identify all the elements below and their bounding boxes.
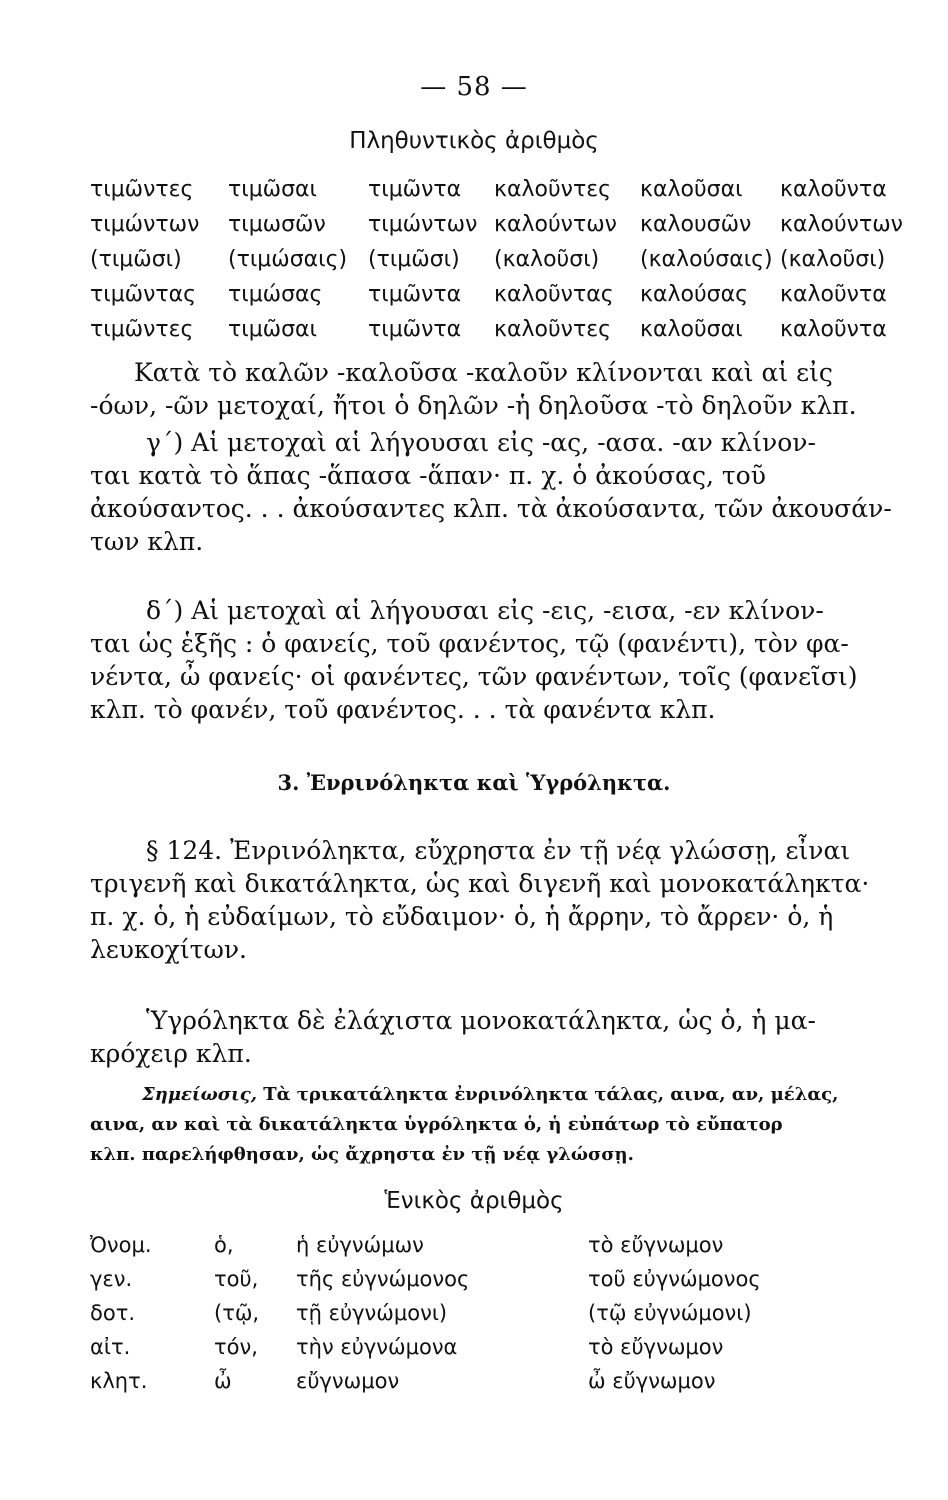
table-cell: καλούσας [640,282,749,307]
text-line: ται ὡς ἑξῆς : ὁ φανείς, τοῦ φανέντος, τῷ (φανέντι), τὸν φα- [90,629,849,658]
table-cell: εὔγνωμον [296,1369,400,1393]
table-cell: καλοῦντα [780,282,887,307]
table-cell: καλοῦντα [780,177,887,202]
table-row [90,312,910,347]
table-cell: καλοῦντες [494,177,612,202]
table-cell: καλούντων [780,212,903,237]
table-row [90,207,910,242]
singular-paradigm-table [90,1228,850,1398]
table-cell: καλοῦντα [780,317,887,342]
table-row [90,172,910,207]
text-line: π. χ. ὁ, ἡ εὐδαίμων, τὸ εὔδαιμον· ὁ, ἡ ἄρρην, τὸ ἄρρεν· ὁ, ἡ [90,902,834,931]
text-line: δ΄) Αἱ μετοχαὶ αἱ λήγουσαι εἰς -εις, -εισα, -εν κλίνον- [146,596,824,625]
table-cell: τιμῶντες [90,317,194,342]
paragraph-liquids [90,1004,902,1070]
table-cell: (καλοῦσι) [494,247,600,272]
text-line: των κλπ. [90,527,204,556]
table-row [90,1364,850,1398]
text-line [90,1080,902,1110]
text-line: Κατὰ τὸ καλῶν -καλοῦσα -καλοῦν κλίνονται καὶ αἱ εἰς [134,358,833,387]
table-cell: τόν, [214,1335,258,1359]
table-cell: ἡ εὐγνώμων [296,1233,424,1257]
table-cell: τὸ εὔγνωμον [588,1335,724,1359]
case-label: κλητ. [90,1369,148,1393]
table-row [90,1228,850,1262]
table-cell: τὴν εὐγνώμονα [296,1335,458,1359]
table-row [90,1330,850,1364]
text-line: λευκοχίτων. [90,935,247,964]
text-line: γ΄) Αἱ μετοχαὶ αἱ λήγουσαι εἰς -ας, -ασα. -αν κλίνον- [146,428,816,457]
singular-heading: Ἑνικὸς ἀριθμὸς [384,1188,564,1214]
section-title: 3. Ἐνρινόληκτα καὶ Ὑγρόληκτα. [277,770,671,795]
table-cell: καλοῦντες [494,317,612,342]
table-cell: (καλούσαις) [640,247,773,272]
text-line: κλπ. παρελήφθησαν, ὡς ἄχρηστα ἐν τῇ νέᾳ γλώσσῃ. [90,1144,634,1165]
text-line: ται κατὰ τὸ ἅπας -ἅπασα -ἅπαν· π. χ. ὁ ἀκούσας, τοῦ [90,461,766,490]
table-cell: (καλοῦσι) [780,247,886,272]
paragraph-124 [90,834,902,966]
text-line: ἀκούσαντος. . . ἀκούσαντες κλπ. τὰ ἀκούσαντα, τῶν ἀκουσάν- [90,494,892,523]
table-cell: τιμῶντες [90,177,194,202]
table-row [90,242,910,277]
plural-heading: Πληθυντικὸς ἀριθμὸς [349,128,599,154]
page-number: — 58 — [420,72,528,102]
text-line: -όων, -ῶν μετοχαί, ἤτοι ὁ δηλῶν -ἡ δηλοῦσα -τὸ δηλοῦν κλπ. [90,391,857,420]
plural-paradigm-table [90,172,910,347]
case-label: Ὀνομ. [90,1233,152,1257]
text-line: κρόχειρ κλπ. [90,1039,252,1068]
table-cell: τῇ εὐγνώμονι) [296,1301,448,1325]
paragraph-participles-as [90,426,902,558]
case-label: δοτ. [90,1301,136,1325]
text-line: κλπ. τὸ φανέν, τοῦ φανέντος. . . τὰ φανέντα κλπ. [90,695,716,724]
table-cell: τιμώντων [368,212,478,237]
table-cell: τιμῶντα [368,317,462,342]
text-line: τριγενῆ καὶ δικατάληκτα, ὡς καὶ διγενῆ καὶ μονοκατάληκτα· [90,869,870,898]
table-cell: τῆς εὐγνώμονος [296,1267,470,1291]
table-cell: τιμῶσαι [228,317,317,342]
table-cell: τιμωσῶν [228,212,326,237]
table-cell: ὁ, [214,1233,234,1257]
note-block [90,1080,902,1170]
note-label: Σημείωσις, [142,1084,257,1105]
table-cell: τιμῶντας [90,282,197,307]
table-row [90,277,910,312]
table-cell: τιμῶσαι [228,177,317,202]
text-line: αινα, αν καὶ τὰ δικατάληκτα ὑγρόληκτα ὁ, ἡ εὐπάτωρ τὸ εὔπατορ [90,1114,783,1135]
table-cell: τιμῶντα [368,282,462,307]
case-label: γεν. [90,1267,133,1291]
table-row [90,1296,850,1330]
table-row [90,1262,850,1296]
table-cell: (τῷ εὐγνώμονι) [588,1301,752,1325]
table-cell: καλοῦσαι [640,317,743,342]
table-cell: καλουσῶν [640,212,752,237]
table-cell: (τιμώσαις) [228,247,348,272]
table-cell: τιμώντων [90,212,200,237]
table-cell: (τιμῶσι) [90,247,182,272]
table-cell: καλοῦσαι [640,177,743,202]
table-cell: τοῦ, [214,1267,259,1291]
text-line: § 124. Ἐνρινόληκτα, εὔχρηστα ἐν τῇ νέᾳ γλώσσῃ, εἶναι [146,836,851,865]
note-text: Τὰ τρικατάληκτα ἐνρινόληκτα τάλας, αινα, αν, μέλας, [263,1084,839,1105]
table-cell: ὦ εὔγνωμον [588,1369,716,1393]
table-cell: τοῦ εὐγνώμονος [588,1267,761,1291]
table-cell: (τῷ, [214,1301,260,1325]
table-cell: καλοῦντας [494,282,614,307]
text-line: νέντα, ὦ φανείς· οἱ φανέντες, τῶν φανέντων, τοῖς (φανεῖσι) [90,662,858,691]
case-label: αἰτ. [90,1335,131,1359]
table-cell: ὦ [214,1369,232,1393]
table-cell: τιμώσας [228,282,323,307]
text-line: Ὑγρόληκτα δὲ ἐλάχιστα μονοκατάληκτα, ὡς ὁ, ἡ μα- [146,1006,816,1035]
table-cell: (τιμῶσι) [368,247,460,272]
paragraph-participles-on [90,356,902,422]
table-cell: τιμῶντα [368,177,462,202]
table-cell: καλούντων [494,212,617,237]
paragraph-participles-eis [90,594,902,726]
table-cell: τὸ εὔγνωμον [588,1233,724,1257]
